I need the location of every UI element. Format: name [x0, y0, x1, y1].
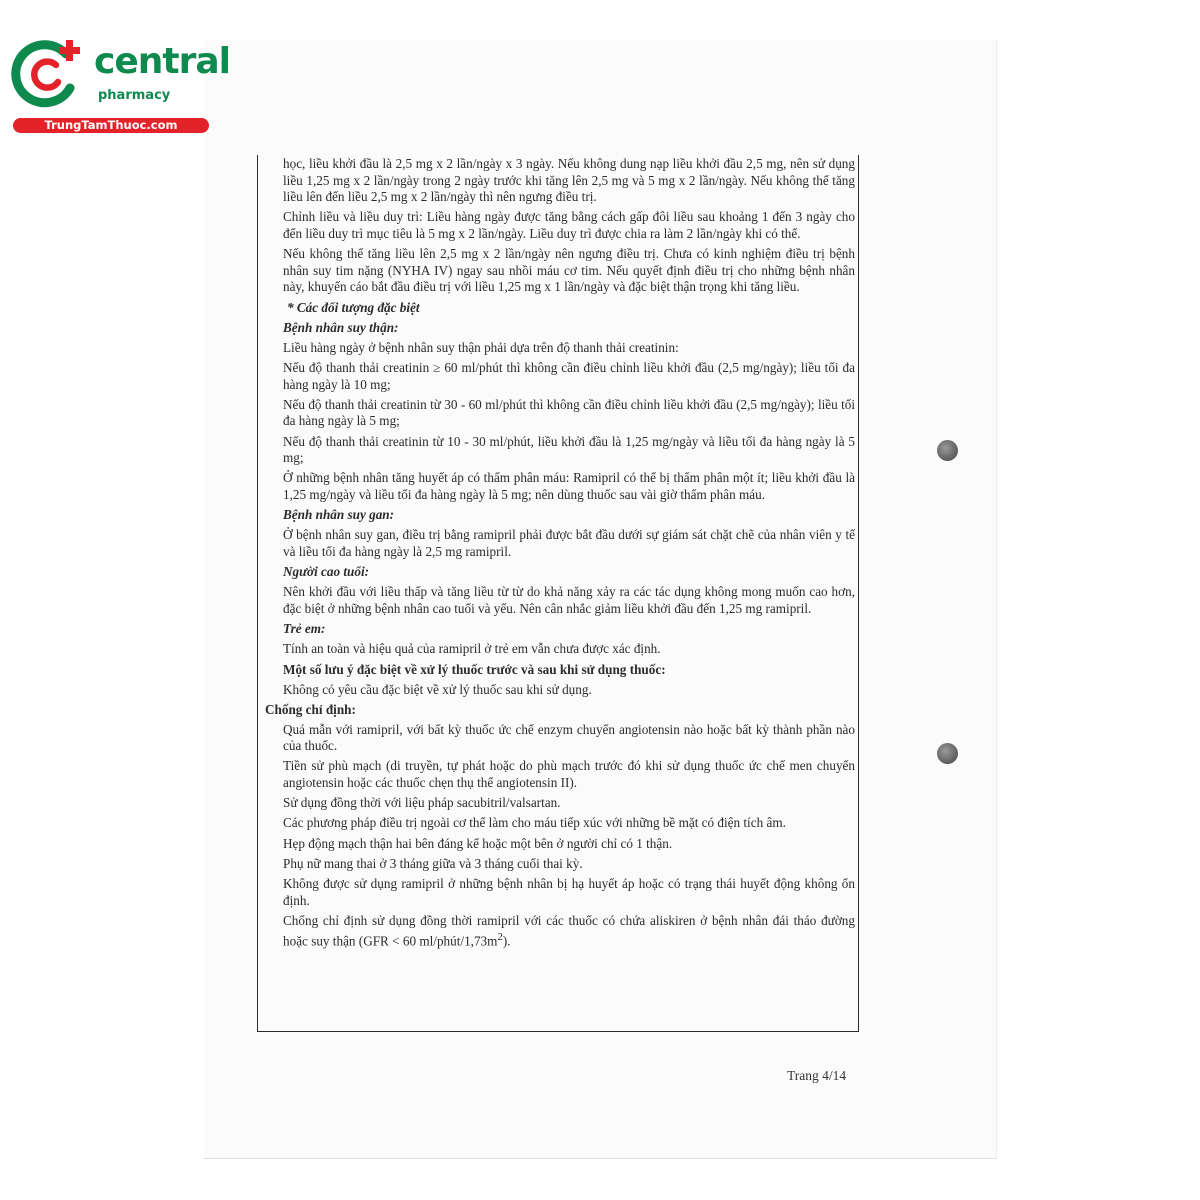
main-heading: Chống chỉ định: — [265, 701, 356, 717]
subsection-heading: Bệnh nhân suy gan: — [283, 507, 395, 523]
body-paragraph: Hẹp động mạch thận hai bên đáng kể hoặc một bên ở người chỉ có 1 thận. — [283, 835, 673, 851]
brand-name: central — [94, 41, 230, 82]
body-paragraph: học, liều khởi đầu là 2,5 mg x 2 lần/ngày x 3 ngày. Nếu không dung nạp liều khởi đầu 2,5 mg, nên sử dụng liều 1,25 mg x 2 lần/ngày trong 2 ngày trước khi tăng lên 2,5 mg và 5 mg x 2 lần/ngày. Nếu không thể tăng liều lên đến liều 2,5 mg x 2 lần/ngày thì nên ngưng điều trị. — [283, 156, 855, 205]
body-paragraph: Liều hàng ngày ở bệnh nhân suy thận phải dựa trên độ thanh thải creatinin: — [283, 339, 679, 355]
page-number: Trang 4/14 — [787, 1068, 847, 1083]
body-paragraph: Nếu độ thanh thải creatinin ≥ 60 ml/phút thì không cần điều chỉnh liều khởi đầu (2,5 mg/ngày); liều tối đa hàng ngày là 10 mg; — [283, 360, 855, 392]
body-paragraph: Nếu không thể tăng liều lên 2,5 mg x 2 lần/ngày nên ngưng điều trị. Chưa có kinh nghiệm điều trị bệnh nhân suy tim nặng (NYHA IV) ngay sau nhồi máu cơ tim. Nếu quyết định điều trị cho những bệnh nhân này, khuyến cáo bắt đầu điều trị với liều 1,25 mg x 1 lần/ngày và đặc biệt thận trọng khi tăng liều. — [283, 246, 855, 295]
last-paragraph-text: Chống chỉ định sử dụng đồng thời ramipril với các thuốc có chứa aliskiren ở bệnh nhân đái tháo đường hoặc suy thận (GFR < 60 ml/phút/1,73m — [283, 912, 855, 949]
body-paragraph: Không có yêu cầu đặc biệt về xử lý thuốc sau khi sử dụng. — [283, 681, 592, 697]
body-paragraph: Các phương pháp điều trị ngoài cơ thể làm cho máu tiếp xúc với những bề mặt có điện tích âm. — [283, 815, 786, 831]
body-paragraph: Ở những bệnh nhân tăng huyết áp có thẩm phân máu: Ramipril có thể bị thẩm phân một ít; liều khởi đầu là 1,25 mg/ngày và liều tối đa hàng ngày là 5 mg; nên dùng thuốc sau vài giờ thẩm phân máu. — [283, 470, 855, 503]
body-paragraph: Phụ nữ mang thai ở 3 tháng giữa và 3 tháng cuối thai kỳ. — [283, 855, 583, 871]
body-paragraph: Nếu độ thanh thải creatinin từ 10 - 30 ml/phút, liều khởi đầu là 1,25 mg/ngày và liều tối đa hàng ngày là 5 mg; — [283, 433, 855, 466]
last-paragraph — [261, 913, 855, 951]
paragraph-list — [261, 156, 855, 909]
bold-heading: Một số lưu ý đặc biệt về xử lý thuốc trước và sau khi sử dụng thuốc: — [283, 661, 666, 677]
brand-tagline: pharmacy — [98, 88, 171, 103]
body-paragraph: Quá mẫn với ramipril, với bất kỳ thuốc ức chế enzym chuyển angiotensin nào hoặc bất kỳ thành phần nào của thuốc. — [283, 721, 855, 754]
section-heading: * Các đối tượng đặc biệt — [287, 299, 420, 315]
brand-site-badge: TrungTamThuoc.com — [13, 118, 209, 133]
body-paragraph: Sử dụng đồng thời với liệu pháp sacubitril/valsartan. — [283, 795, 561, 811]
body-paragraph: Không được sử dụng ramipril ở những bệnh nhân bị hạ huyết áp hoặc có trạng thái huyết động không ổn định. — [283, 876, 855, 908]
subsection-heading: Bệnh nhân suy thận: — [283, 319, 399, 335]
body-paragraph: Nếu độ thanh thải creatinin từ 30 - 60 ml/phút thì không cần điều chỉnh liều khởi đầu (2,5 mg/ngày); liều tối đa hàng ngày là 5 mg; — [283, 396, 855, 429]
superscript-exponent: 2 — [497, 931, 503, 944]
last-paragraph-end: ). — [502, 933, 511, 949]
body-paragraph: Chỉnh liều và liều duy trì: Liều hàng ngày được tăng bằng cách gấp đôi liều sau khoảng 1 đến 3 ngày cho đến liều duy trì mục tiêu là 5 mg x 2 lần/ngày. Liều duy trì được chia ra làm 2 lần/ngày khi có thể. — [283, 209, 855, 241]
body-paragraph: Nên khởi đầu với liều thấp và tăng liều từ từ do khả năng xảy ra các tác dụng không mong muốn cao hơn, đặc biệt ở những bệnh nhân cao tuổi và yếu. Nên cân nhắc giảm liều khởi đầu đến 1,25 mg ramipril. — [283, 584, 855, 616]
punch-hole-lower — [937, 743, 958, 764]
body-paragraph: Tiền sử phù mạch (di truyền, tự phát hoặc do phù mạch trước đó khi sử dụng thuốc ức chế men chuyển angiotensin hoặc các thuốc chẹn thụ thể angiotensin II). — [283, 758, 855, 791]
document-body — [261, 156, 855, 954]
subsection-heading: Trẻ em: — [283, 621, 326, 637]
body-paragraph: Tính an toàn và hiệu quả của ramipril ở trẻ em vẫn chưa được xác định. — [283, 641, 661, 657]
brand-logo — [10, 38, 230, 138]
punch-hole-upper — [937, 440, 958, 461]
subsection-heading: Người cao tuổi: — [283, 564, 370, 580]
body-paragraph: Ở bệnh nhân suy gan, điều trị bằng ramipril phải được bắt đầu dưới sự giám sát chặt chẽ của nhân viên y tế và liều tối đa hàng ngày là 2,5 mg ramipril. — [283, 527, 855, 559]
pharmacy-cross-logo-icon — [10, 38, 92, 108]
